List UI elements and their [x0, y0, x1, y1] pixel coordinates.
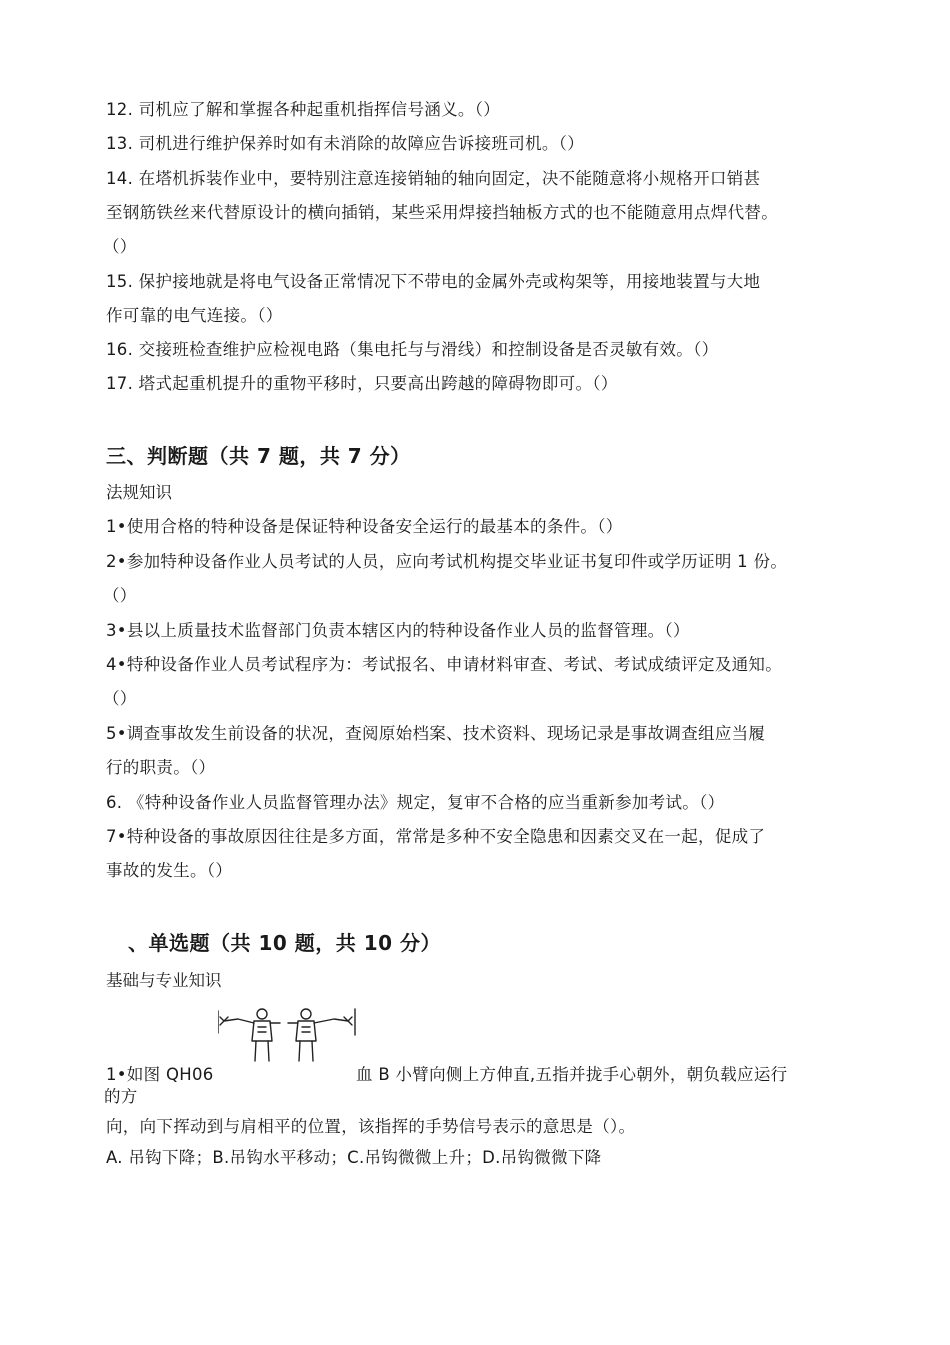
s3-question-7-line1: 7•特种设备的事故原因往往是多方面，常常是多种不安全隐患和因素交叉在一起，促成了 — [106, 827, 766, 846]
question-12: 12. 司机应了解和掌握各种起重机指挥信号涵义。（） — [106, 100, 501, 119]
question-14-line3: （） — [103, 237, 137, 256]
section-4-subtitle: 基础与专业知识 — [106, 971, 222, 990]
section-4-title: 、单选题（共 10 题，共 10 分） — [128, 931, 442, 955]
s3-question-5-line2: 行的职责。（） — [106, 758, 216, 777]
s3-question-3: 3•县以上质量技术监督部门负责本辖区内的特种设备作业人员的监督管理。（） — [106, 621, 690, 640]
s3-question-4-line1: 4•特种设备作业人员考试程序为：考试报名、申请材料审查、考试、考试成绩评定及通知。 — [106, 655, 783, 674]
s3-question-1: 1•使用合格的特种设备是保证特种设备安全运行的最基本的条件。（） — [106, 517, 623, 536]
hand-signal-figure — [218, 1005, 356, 1063]
section-3-subtitle: 法规知识 — [106, 483, 172, 502]
s4-question-1-prefix: 1•如图 QH06 — [106, 1065, 214, 1084]
question-16: 16. 交接班检查维护应检视电路（集电托与与滑线）和控制设备是否灵敏有效。（） — [106, 340, 719, 359]
s3-question-4-line2: （） — [103, 689, 137, 708]
question-15-line1: 15. 保护接地就是将电气设备正常情况下不带电的金属外壳或构架等，用接地装置与大地 — [106, 272, 761, 291]
s3-question-6: 6. 《特种设备作业人员监督管理办法》规定，复审不合格的应当重新参加考试。（） — [106, 793, 725, 812]
question-15-line2: 作可靠的电气连接。（） — [106, 306, 283, 325]
s4-question-1-line3: 向，向下挥动到与肩相平的位置，该指挥的手势信号表示的意思是（）。 — [106, 1117, 636, 1136]
s4-question-1-suffix: 血 B 小臂向侧上方伸直,五指并拢手心朝外，朝负载应运行 — [356, 1065, 788, 1084]
question-14-line2: 至钢筋铁丝来代替原设计的横向插销，某些采用焊接挡轴板方式的也不能随意用点焊代替。 — [106, 203, 778, 222]
section-3-title: 三、判断题（共 7 题，共 7 分） — [106, 444, 411, 468]
s3-question-2-line2: （） — [103, 586, 137, 605]
question-17: 17. 塔式起重机提升的重物平移时，只要高出跨越的障碍物即可。（） — [106, 374, 618, 393]
s4-question-1-options: A. 吊钩下降；B.吊钩水平移动；C.吊钩微微上升；D.吊钩微微下降 — [106, 1148, 602, 1167]
s3-question-2-line1: 2•参加特种设备作业人员考试的人员，应向考试机构提交毕业证书复印件或学历证明 1 份。 — [106, 552, 788, 571]
s3-question-5-line1: 5•调查事故发生前设备的状况，查阅原始档案、技术资料、现场记录是事故调查组应当履 — [106, 724, 766, 743]
question-14-line1: 14. 在塔机拆装作业中，要特别注意连接销轴的轴向固定，决不能随意将小规格开口销甚 — [106, 169, 761, 188]
s3-question-7-line2: 事故的发生。（） — [106, 861, 233, 880]
question-13: 13. 司机进行维护保养时如有未消除的故障应告诉接班司机。（） — [106, 134, 585, 153]
s4-question-1-line2: 的方 — [104, 1087, 138, 1106]
